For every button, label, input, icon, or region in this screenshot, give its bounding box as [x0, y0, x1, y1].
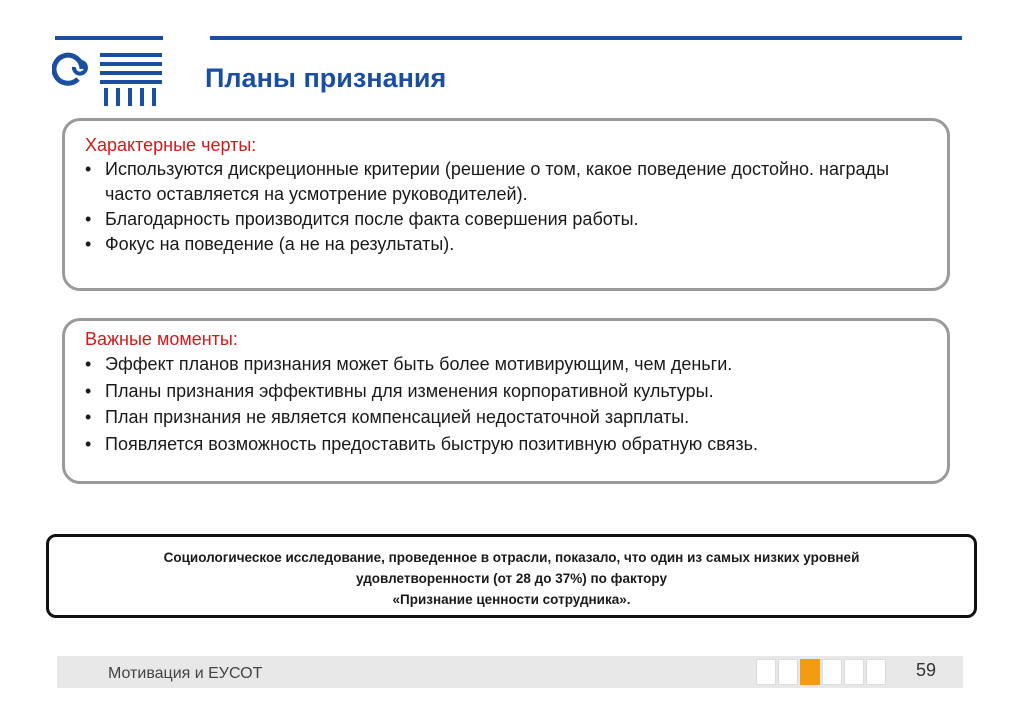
list-item: • План признания не является компенсацией недостаточной зарплаты.: [85, 407, 690, 427]
features-box: [62, 118, 950, 291]
progress-square: [844, 659, 864, 685]
logo-icon: [52, 36, 168, 110]
features-heading: Характерные черты:: [85, 135, 257, 155]
list-item: • Благодарность производится после факта совершения работы.: [85, 209, 639, 229]
note-line: удовлетворенности (от 28 до 37%) по фактору: [356, 571, 667, 586]
research-note: [46, 534, 977, 618]
progress-square: [822, 659, 842, 685]
list-item: • Эффект планов признания может быть более мотивирующим, чем деньги.: [85, 354, 733, 374]
list-item: • Фокус на поведение (а не на результаты).: [85, 234, 455, 254]
key-points-heading: Важные моменты:: [85, 329, 238, 349]
progress-square: [778, 659, 798, 685]
note-line: «Признание ценности сотрудника».: [392, 592, 631, 607]
key-points-box: [62, 318, 950, 484]
top-rule-right: [210, 36, 962, 40]
note-line: Социологическое исследование, проведенное в отрасли, показало, что один из самых низких уровней: [163, 550, 860, 565]
footer-course-title: Мотивация и ЕУСОТ: [108, 665, 263, 682]
progress-square: [800, 659, 820, 685]
progress-square: [866, 659, 886, 685]
list-item: • Используются дискреционные критерии (решение о том, какое поведение достойно. награды часто оставляется на усмотрение руководителей).: [85, 159, 890, 204]
list-item: • Появляется возможность предоставить быструю позитивную обратную связь.: [85, 433, 759, 454]
list-item: • Планы признания эффективны для изменения корпоративной культуры.: [85, 380, 714, 401]
features-list: [85, 157, 927, 257]
progress-square: [756, 659, 776, 685]
progress-indicator: [756, 659, 886, 687]
key-points-list: [85, 351, 927, 457]
page-number: 59: [916, 660, 937, 680]
page-title: Планы признания: [205, 63, 447, 93]
